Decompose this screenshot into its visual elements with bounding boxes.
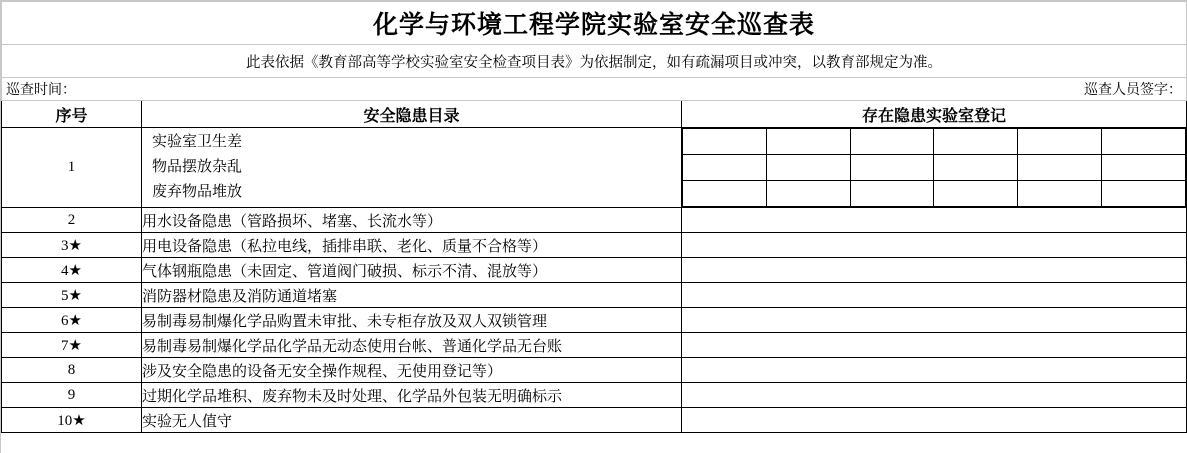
table-row [2, 258, 1187, 283]
row-item-line: 实验室卫生差 [152, 134, 243, 150]
registration-cell[interactable] [682, 283, 1187, 308]
table-row [2, 208, 1187, 233]
meta-cell [2, 78, 1187, 101]
registration-cell[interactable] [850, 129, 934, 155]
row-number: 9 [2, 383, 142, 408]
table-row [2, 283, 1187, 308]
registration-cell[interactable] [682, 383, 1187, 408]
header-row [2, 101, 1187, 128]
registration-cell[interactable] [850, 155, 934, 181]
meta-row [2, 78, 1187, 101]
row-item-line: 易制毒易制爆化学品购置未审批、未专柜存放及双人双锁管理 [142, 308, 682, 333]
row-number: 6★ [2, 308, 142, 333]
registration-cell[interactable] [1102, 181, 1186, 207]
row-item-line: 易制毒易制爆化学品化学品无动态使用台帐、普通化学品无台账 [142, 333, 682, 358]
row-items [142, 128, 682, 208]
registration-cell[interactable] [683, 181, 767, 207]
row-number: 3★ [2, 233, 142, 258]
inspector-sign-label: 巡查人员签字： [1084, 83, 1182, 98]
registration-cell[interactable] [682, 208, 1187, 233]
header-hazard-catalog: 安全隐患目录 [142, 101, 682, 128]
table-row [2, 128, 1187, 208]
title-row [2, 2, 1187, 45]
registration-cell[interactable] [682, 308, 1187, 333]
registration-cell[interactable] [1102, 129, 1186, 155]
registration-cell[interactable] [682, 358, 1187, 383]
table-row [2, 408, 1187, 433]
registration-cell[interactable] [850, 181, 934, 207]
registration-cell[interactable] [766, 181, 850, 207]
row-registration-cells[interactable] [682, 128, 1187, 208]
row-item-line: 用水设备隐患（管路损坏、堵塞、长流水等） [142, 208, 682, 233]
registration-cell[interactable] [934, 181, 1018, 207]
row-item-line: 用电设备隐患（私拉电线，插排串联、老化、质量不合格等） [142, 233, 682, 258]
table-row [2, 383, 1187, 408]
row-item-line: 涉及安全隐患的设备无安全操作规程、无使用登记等） [142, 358, 682, 383]
row-item-line: 消防器材隐患及消防通道堵塞 [142, 283, 682, 308]
table-row [2, 233, 1187, 258]
row-number: 4★ [2, 258, 142, 283]
subtitle-text: 此表依据《教育部高等学校实验室安全检查项目表》为依据制定，如有疏漏项目或冲突，以教育部规定为准。 [2, 45, 1187, 78]
row-item-line: 实验无人值守 [142, 408, 682, 433]
registration-cell[interactable] [682, 408, 1187, 433]
registration-cell[interactable] [1102, 155, 1186, 181]
registration-cell[interactable] [1018, 181, 1102, 207]
row-number: 8 [2, 358, 142, 383]
header-number: 序号 [2, 101, 142, 128]
registration-grid [682, 128, 1186, 207]
registration-cell[interactable] [682, 233, 1187, 258]
registration-cell[interactable] [1018, 155, 1102, 181]
subtitle-row [2, 45, 1187, 78]
registration-cell[interactable] [934, 129, 1018, 155]
row-number: 5★ [2, 283, 142, 308]
row-item-line: 过期化学品堆积、废弃物未及时处理、化学品外包装无明确标示 [142, 383, 682, 408]
row-number: 2 [2, 208, 142, 233]
registration-cell[interactable] [766, 129, 850, 155]
table-row [2, 358, 1187, 383]
page-title: 化学与环境工程学院实验室安全巡查表 [2, 2, 1187, 45]
row-number: 1 [2, 128, 142, 208]
registration-cell[interactable] [683, 129, 767, 155]
header-registration: 存在隐患实验室登记 [682, 101, 1187, 128]
row-number: 10★ [2, 408, 142, 433]
registration-cell[interactable] [682, 258, 1187, 283]
row-item-line: 物品摆放杂乱 [152, 159, 243, 175]
row-item-line: 废弃物品堆放 [152, 184, 243, 200]
row-number: 7★ [2, 333, 142, 358]
table-row [2, 308, 1187, 333]
row-item-line: 气体钢瓶隐患（未固定、管道阀门破损、标示不清、混放等） [142, 258, 682, 283]
safety-inspection-table [1, 1, 1187, 433]
inspect-time-label: 巡查时间： [6, 83, 76, 98]
registration-cell[interactable] [682, 333, 1187, 358]
registration-cell[interactable] [766, 155, 850, 181]
registration-cell[interactable] [1018, 129, 1102, 155]
registration-cell[interactable] [934, 155, 1018, 181]
registration-cell[interactable] [683, 155, 767, 181]
table-row [2, 333, 1187, 358]
